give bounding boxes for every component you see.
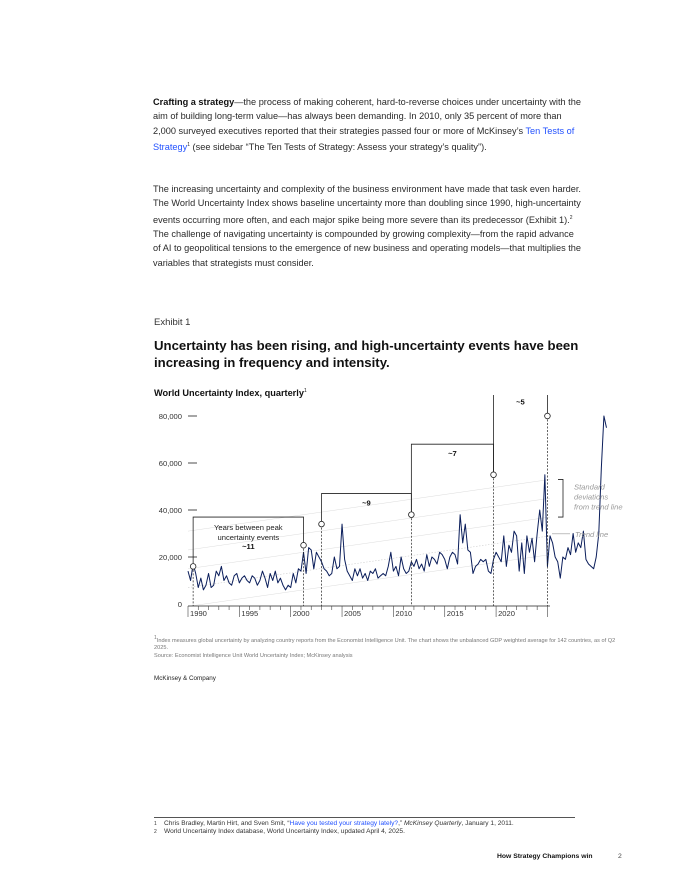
peak-marker bbox=[301, 542, 307, 548]
peak-marker bbox=[491, 472, 497, 478]
peak-marker bbox=[545, 413, 551, 419]
ten-tests-link[interactable]: Ten Tests of Strategy bbox=[153, 125, 575, 152]
interval-label: ~5 bbox=[516, 397, 525, 407]
deviation-band-label-line: from trend line bbox=[574, 502, 623, 512]
interval-caption-line: uncertainty events bbox=[217, 533, 280, 543]
chart-footnote: 1Index measures global uncertainty by analyzing country reports from the Economist Intelligence Unit. The chart shows the unbalanced GDP weighted average for 142 countries, as of Q2 2025. Source: Economist Intelligence Unit World Uncertainty Index; McKinsey analysis bbox=[154, 635, 616, 660]
interval-label: ~11 bbox=[242, 542, 255, 552]
x-tick-label: 1990 bbox=[190, 609, 207, 618]
chart-title: World Uncertainty Index, quarterly$^1$ bbox=[154, 388, 307, 399]
y-tick-label: 0 bbox=[177, 600, 182, 609]
deviation-band-label-line: Standard bbox=[574, 482, 605, 492]
endnote-1: 1 Chris Bradley, Martin Hirt, and Sven Smit, “Have you tested your strategy lately?,” McKinsey Quarterly, January 1, 2011. bbox=[154, 820, 514, 827]
peak-marker bbox=[190, 564, 196, 570]
interval-label: ~7 bbox=[448, 449, 457, 459]
endnotes-divider bbox=[154, 817, 575, 818]
y-tick-label: 40,000 bbox=[158, 506, 182, 515]
exhibit-label: Exhibit 1 bbox=[154, 317, 191, 328]
interval-caption bbox=[214, 523, 283, 542]
x-tick-label: 2000 bbox=[292, 609, 310, 618]
brand-name: McKinsey & Company bbox=[154, 675, 216, 682]
x-tick-label: 2015 bbox=[446, 609, 464, 618]
source-line: Source: Economist Intelligence Unit World Uncertainty Index; McKinsey analysis bbox=[154, 653, 353, 660]
uncertainty-chart bbox=[140, 395, 630, 630]
trend-line-label: Trend line bbox=[575, 529, 609, 539]
x-tick-label: 2010 bbox=[395, 609, 413, 618]
intro-paragraph: Crafting a strategy—the process of making coherent, hard-to-reverse choices under uncertainty with the aim of building long-term value—has always been demanding. In 2010, only 35 percent of more than 2,000 surveyed executives reported that their strategies passed four or more of McKinsey’s Ten Tests of Strategy$^1$ (see sidebar “The Ten Tests of Strategy: Assess your strategy’s quality”). bbox=[153, 97, 581, 152]
y-tick-label: 60,000 bbox=[158, 459, 182, 468]
interval-label: ~9 bbox=[362, 498, 371, 508]
endnotes bbox=[154, 820, 514, 837]
y-tick-label: 80,000 bbox=[158, 412, 182, 421]
article-link[interactable]: Have you tested your strategy lately? bbox=[289, 820, 399, 827]
x-tick-label: 2020 bbox=[498, 609, 515, 618]
interval-bracket bbox=[494, 395, 548, 472]
peak-marker bbox=[319, 521, 325, 527]
x-tick-label: 2005 bbox=[344, 609, 361, 618]
y-tick-label: 20,000 bbox=[158, 553, 182, 562]
footer-title: How Strategy Champions win bbox=[497, 853, 593, 860]
interval-caption-line: Years between peak bbox=[214, 523, 283, 533]
deviation-band-label-line: deviations bbox=[574, 492, 609, 502]
intro-bold-term: Crafting a strategy bbox=[153, 97, 235, 107]
deviation-band-label bbox=[574, 482, 623, 511]
x-tick-label: 1995 bbox=[241, 609, 259, 618]
uncertainty-series-line bbox=[188, 416, 609, 590]
peak-marker bbox=[409, 512, 415, 518]
exhibit-title: Uncertainty has been rising, and high-uncertainty events have been increasing in frequency and intensity. bbox=[154, 338, 579, 370]
deviation-line bbox=[188, 555, 550, 607]
deviation-bracket bbox=[558, 479, 563, 517]
endnote-2: 2 World Uncertainty Index database, World Uncertainty Index, updated April 4, 2025. bbox=[154, 828, 405, 836]
page-number: 2 bbox=[618, 853, 622, 860]
uncertainty-paragraph: The increasing uncertainty and complexity of the business environment have made that task even harder. The World Uncertainty Index shows baseline uncertainty more than doubling since 1990, high-uncertainty events occurring more often, and each major spike being more severe than its predecessor (Exhibit 1).$^2$ The challenge of navigating uncertainty is compounded by growing complexity—from the rapid advance of AI to geopolitical tensions to the emergence of new business and operating models—that multiplies the variables that strategists must consider. bbox=[153, 184, 581, 268]
